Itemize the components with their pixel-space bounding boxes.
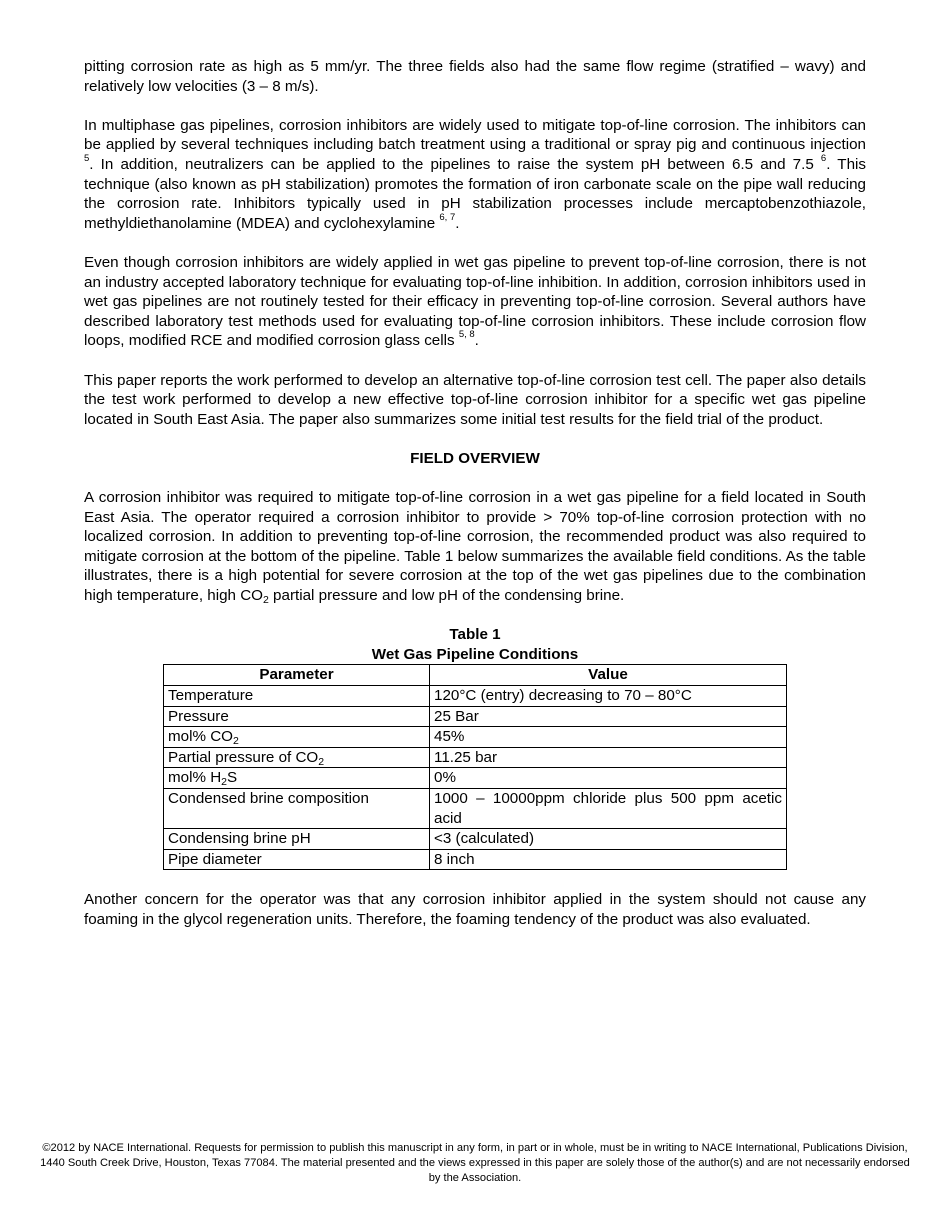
reference-superscript: 5, 8 — [458, 329, 475, 341]
paragraph-text: . — [455, 214, 460, 232]
table-row — [164, 829, 787, 850]
header-parameter: Parameter — [164, 665, 430, 686]
header-value: Value — [430, 665, 787, 686]
table-row — [164, 747, 787, 768]
table-row — [164, 849, 787, 870]
paragraph-foaming-concern: Another concern for the operator was that any corrosion inhibitor applied in the system should not cause any foaming in the glycol regeneration units. Therefore, the foaming tendency of the product was also evaluated. — [84, 890, 866, 928]
cell-value: 1000 – 10000ppm chloride plus 500 ppm acetic acid — [430, 788, 787, 828]
table-row — [164, 727, 787, 748]
page-body — [84, 57, 866, 929]
cell-parameter: Pipe diameter — [164, 849, 430, 870]
paragraph-field-overview — [84, 488, 866, 606]
cell-parameter — [164, 747, 430, 768]
paragraph-text: In multiphase gas pipelines, corrosion inhibitors are widely used to mitigate top-of-line corrosion. The inhibitors can be applied by several techniques including batch treatment using a traditional or spray pig and continuous injection — [84, 116, 866, 154]
cell-value: <3 (calculated) — [430, 829, 787, 850]
cell-value: 25 Bar — [430, 706, 787, 727]
copyright-footer: ©2012 by NACE International. Requests for permission to publish this manuscript in any form, in part or in whole, must be in writing to NACE International, Publications Division, 1440 South Creek Drive, Houston, Texas 77084. The material presented and the views expressed in this paper are solely those of the author(s) and are not necessarily endorsed by the Association. — [40, 1142, 910, 1184]
paragraph-text: partial pressure and low pH of the condensing brine. — [268, 587, 625, 605]
table-title: Wet Gas Pipeline Conditions — [371, 645, 579, 663]
subscript: 2 — [318, 755, 325, 768]
cell-value: 8 inch — [430, 849, 787, 870]
paragraph-text: A corrosion inhibitor was required to mitigate top-of-line corrosion in a wet gas pipeline for a field located in South East Asia. The operator required a corrosion inhibitor to provide > 70% top-of-line corrosion protection with no localized corrosion. In addition to preventing top-of-line corrosion, the recommended product was also required to mitigate corrosion at the bottom of the pipeline. Table 1 below summarizes the available field conditions. As the table illustrates, there is a high potential for severe corrosion at the top of the wet gas pipelines due to the combination high temperature, high CO — [84, 489, 866, 605]
section-heading: FIELD OVERVIEW — [410, 449, 540, 467]
cell-text: mol% H — [168, 769, 222, 787]
paragraph-inhibitor-application — [84, 116, 866, 234]
paragraph-paper-scope: This paper reports the work performed to develop an alternative top-of-line corrosion test cell. The paper also details the test work performed to develop a new effective top-of-line corrosion inhibitor for a specific wet gas pipeline located in South East Asia. The paper also summarizes some initial test results for the field trial of the product. — [84, 371, 866, 428]
reference-superscript: 6, 7 — [439, 211, 456, 223]
table-row — [164, 686, 787, 707]
cell-text: mol% CO — [168, 728, 233, 746]
cell-text: S — [227, 769, 238, 787]
paragraph-laboratory-methods — [84, 253, 866, 351]
pipeline-conditions-table — [163, 664, 787, 870]
paragraph-text: . This technique (also known as pH stabilization) promotes the formation of iron carbonate scale on the pipe wall reducing the corrosion rate. Inhibitors typically used in pH stabilization processes include mercaptobenzothiazole, methyldiethanolamine (MDEA) and cyclohexylamine — [84, 155, 866, 232]
cell-text: Partial pressure of CO — [168, 748, 319, 766]
table-number: Table 1 — [449, 626, 501, 644]
subscript: 2 — [232, 735, 239, 748]
subscript: 2 — [221, 776, 228, 789]
cell-parameter: Pressure — [164, 706, 430, 727]
reference-superscript: 6 — [820, 152, 827, 164]
paragraph-text: Even though corrosion inhibitors are widely applied in wet gas pipeline to prevent top-of-line corrosion, there is not an industry accepted laboratory technique for evaluating top-of-line inhibition. In addition, corrosion inhibitors used in wet gas pipelines are not routinely tested for their efficacy in preventing top-of-line corrosion. Several authors have described laboratory test methods used for evaluating top-of-line corrosion inhibitors. These include corrosion flow loops, modified RCE and modified corrosion glass cells — [84, 253, 866, 350]
cell-value: 0% — [430, 768, 787, 789]
cell-parameter — [164, 768, 430, 789]
paragraph-continuation: pitting corrosion rate as high as 5 mm/yr. The three fields also had the same flow regime (stratified – wavy) and relatively low velocities (3 – 8 m/s). — [84, 58, 866, 95]
subscript: 2 — [262, 594, 269, 607]
reference-superscript: 5 — [84, 152, 90, 164]
cell-parameter: Condensing brine pH — [164, 829, 430, 850]
cell-value: 45% — [430, 727, 787, 748]
table-row — [164, 788, 787, 828]
cell-parameter: Temperature — [164, 686, 430, 707]
paragraph-text: . — [474, 332, 479, 350]
cell-value: 120°C (entry) decreasing to 70 – 80°C — [430, 686, 787, 707]
table-row — [164, 706, 787, 727]
table-header-row — [164, 665, 787, 686]
cell-parameter — [164, 727, 430, 748]
cell-parameter: Condensed brine composition — [164, 788, 430, 828]
table-row — [164, 768, 787, 789]
paragraph-text: . In addition, neutralizers can be applied to the pipelines to raise the system pH between 6.5 and 7.5 — [89, 155, 821, 173]
cell-value: 11.25 bar — [430, 747, 787, 768]
